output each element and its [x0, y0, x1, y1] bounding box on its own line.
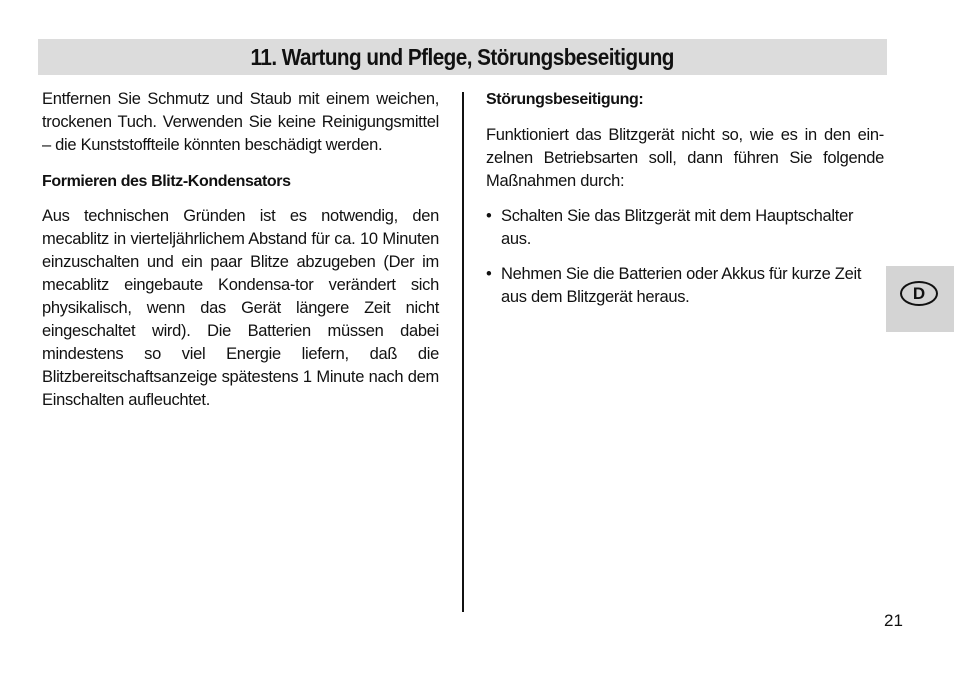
troubleshooting-paragraph: Funktioniert das Blitzgerät nicht so, wie es in den ein-zelnen Betriebsarten soll, dann führen Sie folgende Maßnahmen durch:	[486, 126, 884, 190]
capacitor-paragraph: Aus technischen Gründen ist es notwendig, den mecablitz in vierteljährlichem Abstand für ca. 10 Minuten einzuschalten und ein paar Blitze abzugeben (Der im mecablitz eingebaute Kondensa-tor verändert sich physikalisch, wenn das Gerät längere Zeit nicht eingeschaltet wird). Die Batterien müssen dabei mindestens so viel Energie liefern, daß die Blitzbereitschaftsanzeige spätestens 1 Minute nach dem Einschalten aufleuchtet.	[42, 207, 439, 409]
language-label: D	[912, 284, 926, 303]
bullet-icon: •	[486, 265, 492, 283]
troubleshooting-steps	[486, 205, 884, 309]
bullet-icon: •	[486, 207, 492, 225]
language-tab	[886, 266, 954, 332]
list-item-text: Schalten Sie das Blitzgerät mit dem Hauptschalter aus.	[501, 207, 854, 248]
section-header-bar	[38, 39, 887, 75]
page-title: 11. Wartung und Pflege, Störungsbeseitigung	[250, 43, 675, 70]
column-divider	[462, 92, 464, 612]
page-number: 21	[884, 611, 903, 630]
list-item	[486, 263, 884, 309]
cleaning-paragraph: Entfernen Sie Schmutz und Staub mit einem weichen, trockenen Tuch. Verwenden Sie keine Reinigungsmittel – die Kunststoffteile könnten beschädigt werden.	[42, 90, 439, 154]
capacitor-subheading: Formieren des Blitz-Kondensators	[42, 173, 291, 190]
list-item	[486, 205, 884, 251]
language-badge	[900, 281, 938, 306]
troubleshooting-subheading: Störungsbeseitigung:	[486, 91, 644, 108]
list-item-text: Nehmen Sie die Batterien oder Akkus für kurze Zeit aus dem Blitzgerät heraus.	[501, 265, 862, 306]
right-column	[486, 88, 884, 309]
left-column	[42, 88, 439, 412]
